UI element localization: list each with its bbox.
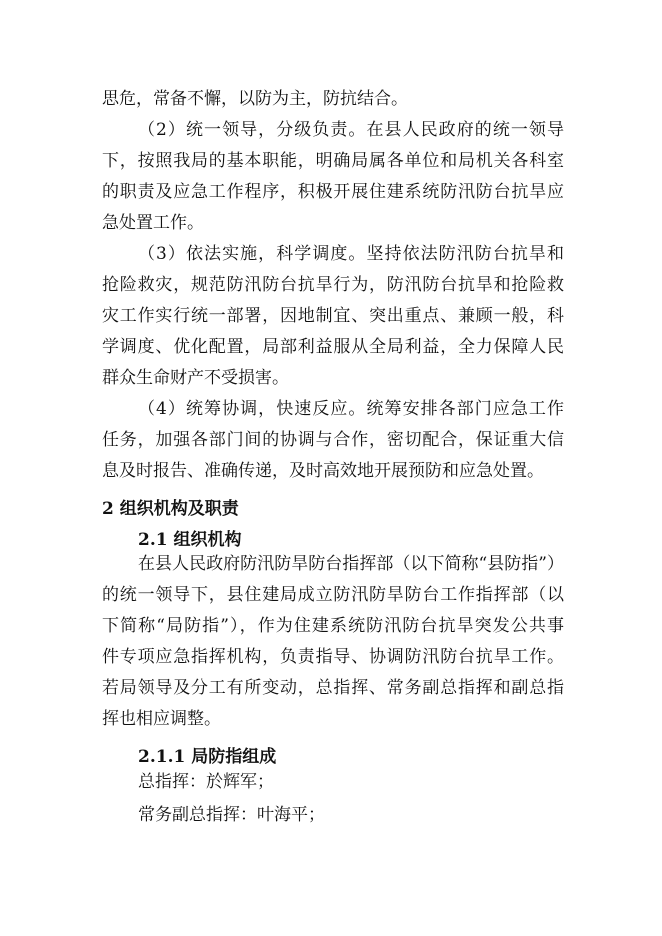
text-line: 急处置工作。 <box>102 213 204 233</box>
subsection-heading: 2.1 组织机构 <box>138 530 242 550</box>
text-line: （4）统筹协调，快速反应。统筹安排各部门应急工作 <box>138 399 564 419</box>
text-line: 下简称“局防指”），作为住建系统防汛防台抗旱突发公共事 <box>102 616 564 636</box>
text-line: 下，按照我局的基本职能，明确局属各单位和局机关各科室 <box>102 151 564 171</box>
paragraph-unified-leadership <box>102 115 564 239</box>
subsubsection-heading: 2.1.1 局防指组成 <box>138 747 277 767</box>
paragraph-coordination <box>102 394 564 487</box>
member-list <box>102 767 564 831</box>
text-line: 在县人民政府防汛防旱防台指挥部（以下简称“县防指”） <box>138 554 564 574</box>
text-line: （2）统一领导，分级负责。在县人民政府的统一领导 <box>138 120 564 140</box>
text-line: 的统一领导下，县住建局成立防汛防旱防台工作指挥部（以 <box>102 585 564 605</box>
text-line: 群众生命财产不受损害。 <box>102 368 289 388</box>
text-line: 学调度、优化配置，局部利益服从全局利益，全力保障人民 <box>102 337 564 357</box>
text-line: 任务，加强各部门间的协调与合作，密切配合，保证重大信 <box>102 430 564 450</box>
member-deputy-commander: 常务副总指挥：叶海平； <box>138 805 325 825</box>
text-line: 思危，常备不懈，以防为主，防抗结合。 <box>102 89 408 109</box>
text-line: 息及时报告、准确传递，及时高效地开展预防和应急处置。 <box>102 461 544 481</box>
paragraph-organization <box>102 549 564 735</box>
paragraph-principles-tail <box>102 84 564 115</box>
text-line: 挥也相应调整。 <box>102 709 221 729</box>
section-heading: 2 组织机构及职责 <box>102 499 239 519</box>
text-line: 件专项应急指挥机构，负责指导、协调防汛防台抗旱工作。 <box>102 647 564 667</box>
text-line: （3）依法实施，科学调度。坚持依法防汛防台抗旱和 <box>138 244 564 264</box>
text-line: 若局领导及分工有所变动，总指挥、常务副总指挥和副总指 <box>102 678 564 698</box>
text-line: 的职责及应急工作程序，积极开展住建系统防汛防台抗旱应 <box>102 182 564 202</box>
paragraph-lawful-implementation <box>102 239 564 394</box>
text-line: 灾工作实行统一部署，因地制宜、突出重点、兼顾一般，科 <box>102 306 564 326</box>
text-line: 抢险救灾，规范防汛防台抗旱行为，防汛防台抗旱和抢险救 <box>102 275 564 295</box>
member-commander: 总指挥：於辉军； <box>138 772 274 792</box>
